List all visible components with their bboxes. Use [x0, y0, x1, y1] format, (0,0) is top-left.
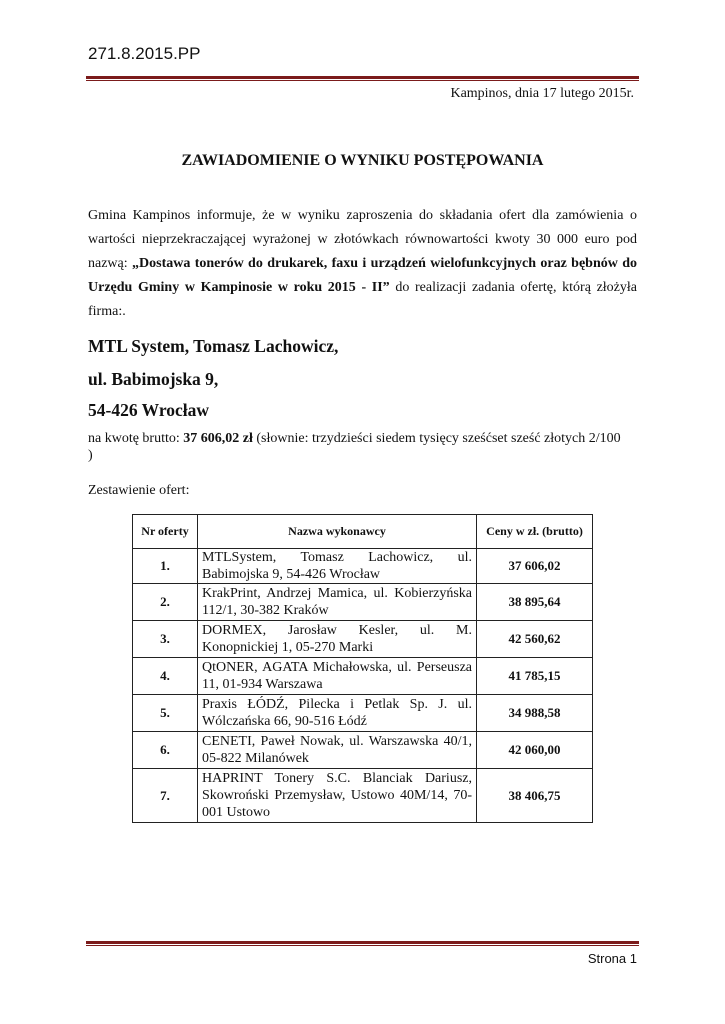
offers-summary-label: Zestawienie ofert:: [88, 483, 190, 498]
offer-number: 7.: [133, 769, 198, 823]
header-offer-number: Nr oferty: [133, 515, 198, 549]
contractor-name: MTLSystem, Tomasz Lachowicz, ul. Babimojska 9, 54-426 Wrocław: [198, 549, 477, 584]
winner-street: ul. Babimojska 9,: [88, 369, 219, 389]
contractor-name: KrakPrint, Andrzej Mamica, ul. Kobierzyńska 112/1, 30-382 Kraków: [198, 584, 477, 621]
intro-text-start: Gmina Kampinos informuje, że w wyniku zaproszenia do składania ofert dla zamówienia o wartości nieprzekraczającej wyrażonej w złotówkach równowartości kwoty 30 000 euro pod nazwą:: [88, 208, 637, 271]
footer-divider: [86, 941, 639, 946]
offer-price: 38 895,64: [477, 584, 593, 621]
contractor-name: QtONER, AGATA Michałowska, ul. Perseusza 11, 01-934 Warszawa: [198, 658, 477, 695]
amount-in-words: (słownie: trzydzieści siedem tysięcy sześćset sześć złotych 2/100 ): [88, 431, 621, 463]
intro-text-end: do realizacji zadania ofertę, którą złożyła firma:.: [88, 280, 637, 319]
offer-price: 42 060,00: [477, 732, 593, 769]
header-contractor-name: Nazwa wykonawcy: [198, 515, 477, 549]
document-reference-number: 271.8.2015.PP: [88, 44, 201, 63]
offer-number: 5.: [133, 695, 198, 732]
contractor-name: HAPRINT Tonery S.C. Blanciak Dariusz, Skowroński Przemysław, Ustowo 40M/14, 70-001 Ustowo: [198, 769, 477, 823]
place-and-date: Kampinos, dnia 17 lutego 2015r.: [450, 86, 634, 101]
table-row: [133, 584, 593, 621]
page-number: Strona 1: [587, 951, 637, 966]
offer-price: 42 560,62: [477, 621, 593, 658]
offer-number: 4.: [133, 658, 198, 695]
table-row: [133, 621, 593, 658]
table-row: [133, 549, 593, 584]
offer-price: 41 785,15: [477, 658, 593, 695]
contract-subject: „Dostawa tonerów do drukarek, faxu i urządzeń wielofunkcyjnych oraz bębnów do Urzędu Gminy w Kampinosie w roku 2015 - II”: [88, 256, 637, 295]
document-title: ZAWIADOMIENIE O WYNIKU POSTĘPOWANIA: [181, 152, 544, 169]
contractor-name: CENETI, Paweł Nowak, ul. Warszawska 40/1, 05-822 Milanówek: [198, 732, 477, 769]
table-row: [133, 732, 593, 769]
winner-city: 54-426 Wrocław: [88, 400, 210, 420]
contractor-name: Praxis ŁÓDŹ, Pilecka i Petlak Sp. J. ul. Wólczańska 66, 90-516 Łódź: [198, 695, 477, 732]
header-gross-price: Ceny w zł. (brutto): [477, 515, 593, 549]
table-row: [133, 769, 593, 823]
table-header-row: [133, 515, 593, 549]
gross-amount-line: [88, 430, 628, 464]
offers-table: [132, 514, 593, 823]
table-row: [133, 695, 593, 732]
offer-number: 1.: [133, 549, 198, 584]
offer-number: 6.: [133, 732, 198, 769]
offer-price: 38 406,75: [477, 769, 593, 823]
winner-company-name: MTL System, Tomasz Lachowicz,: [88, 336, 339, 356]
offer-price: 37 606,02: [477, 549, 593, 584]
intro-paragraph: [88, 204, 637, 324]
header-divider: [86, 76, 639, 81]
offer-number: 3.: [133, 621, 198, 658]
amount-prefix: na kwotę brutto:: [88, 431, 184, 446]
offer-number: 2.: [133, 584, 198, 621]
table-row: [133, 658, 593, 695]
amount-value: 37 606,02 zł: [183, 431, 253, 446]
offer-price: 34 988,58: [477, 695, 593, 732]
contractor-name: DORMEX, Jarosław Kesler, ul. M. Konopnickiej 1, 05-270 Marki: [198, 621, 477, 658]
